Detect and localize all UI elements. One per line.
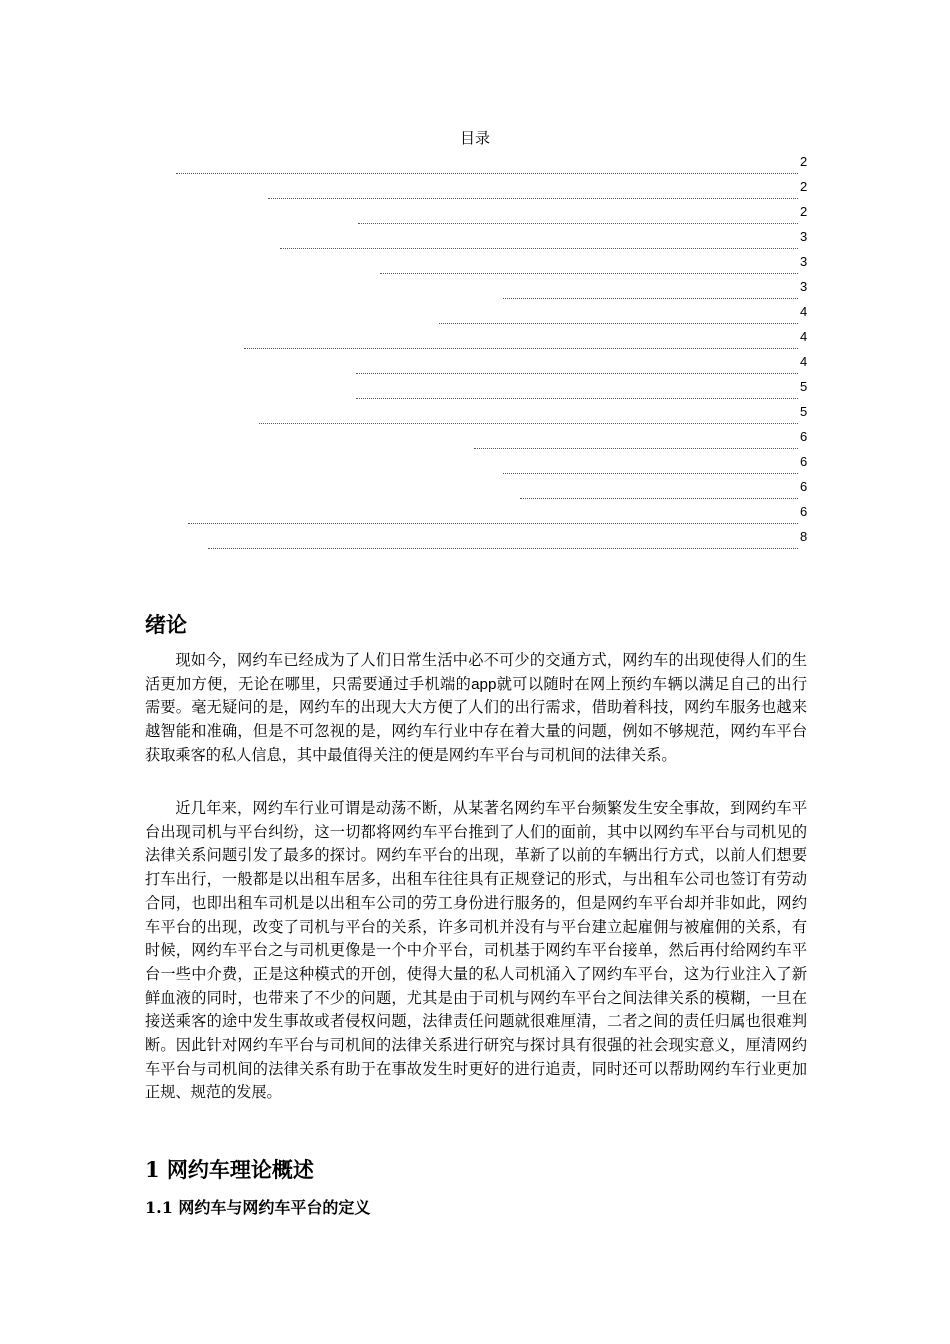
toc-entry-leader[interactable] xyxy=(503,283,798,299)
toc-entry-leader[interactable] xyxy=(244,333,798,349)
toc-entry-page: 5 xyxy=(800,379,808,394)
section-1-1-heading: 1.1 网约车与网约车平台的定义 xyxy=(145,1198,371,1217)
intro-paragraph-1 xyxy=(145,649,807,768)
toc-entry-leader[interactable] xyxy=(356,383,798,399)
toc-entry-page: 8 xyxy=(800,529,808,544)
toc-entry-leader[interactable] xyxy=(356,358,798,374)
toc-entry-leader[interactable] xyxy=(358,208,798,224)
toc-entry-page: 5 xyxy=(800,404,808,419)
chapter-1-heading: 1 网约车理论概述 xyxy=(145,1157,314,1182)
toc-entry-page: 2 xyxy=(800,154,808,169)
toc-entry-leader[interactable] xyxy=(188,508,798,524)
toc-entry-page: 6 xyxy=(800,429,808,444)
toc-entry-leader[interactable] xyxy=(520,483,798,499)
toc-entry-leader[interactable] xyxy=(503,458,798,474)
toc-entry-page: 4 xyxy=(800,329,808,344)
toc-entry-leader[interactable] xyxy=(208,533,798,549)
intro-paragraph-2: 近几年来，网约车行业可谓是动荡不断，从某著名网约车平台频繁发生安全事故，到网约车平台出现司机与平台纠纷，这一切都将网约车平台推到了人们的面前，其中以网约车平台与司机见的法律关系问题引发了最多的探讨。网约车平台的出现，革新了以前的车辆出行方式，以前人们想要打车出行，一般都是以出租车居多，出租车往往具有正规登记的形式，与出租车公司也签订有劳动合同，也即出租车司机是以出租车公司的劳工身份进行服务的，但是网约车平台却并非如此，网约车平台的出现，改变了司机与平台的关系，许多司机并没有与平台建立起雇佣与被雇佣的关系，有时候，网约车平台之与司机更像是一个中介平台，司机基于网约车平台接单，然后再付给网约车平台一些中介费，正是这种模式的开创，使得大量的私人司机涌入了网约车平台，这为行业注入了新鲜血液的同时，也带来了不少的问题，尤其是由于司机与网约车平台之间法律关系的模糊，一旦在接送乘客的途中发生事故或者侵权问题，法律责任问题就很难厘清，二者之间的责任归属也很难判断。因此针对网约车平台与司机间的法律关系进行研究与探讨具有很强的社会现实意义，厘清网约车平台与司机间的法律关系有助于在事故发生时更好的进行追责，同时还可以帮助网约车行业更加正规、规范的发展。 xyxy=(145,799,807,1102)
intro-paragraph-1-text-cont: 就可以随时在网上预约车辆以满足自己的出行需要。毫无疑问的是，网约车的出现大大方便了人们的出行需求，借助着科技，网约车服务也越来越智能和准确，但是不可忽视的是，网约车行业中存在着大量的问题，例如不够规范，网约车平台获取乘客的私人信息，其中最值得关注的便是网约车平台与司机间的法律关系。 xyxy=(145,674,808,764)
toc-entry-page: 4 xyxy=(800,304,808,319)
intro-paragraph-1-text: 现如今，网约车已经成为了人们日常生活中必不可少的交通方式，网约车的出现使得人们的生活更加方便，无论在哪里，只需要通过手机端的 xyxy=(145,651,807,693)
toc-entry-page: 6 xyxy=(800,454,808,469)
toc-entry-leader[interactable] xyxy=(439,308,798,324)
toc-entry-leader[interactable] xyxy=(176,158,798,174)
toc-entry-page: 3 xyxy=(800,279,808,294)
toc-entry-page: 4 xyxy=(800,354,808,369)
toc-entry-page: 6 xyxy=(800,479,808,494)
toc-entry-leader[interactable] xyxy=(280,233,798,249)
toc-entry-page: 2 xyxy=(800,204,808,219)
toc-entry-leader[interactable] xyxy=(268,183,798,199)
toc-entry-page: 6 xyxy=(800,504,808,519)
toc-entry-page: 3 xyxy=(800,229,808,244)
intro-paragraph-1-app: app xyxy=(471,675,497,693)
toc-entry-page: 3 xyxy=(800,254,808,269)
toc-entry-page: 2 xyxy=(800,179,808,194)
toc-entry-leader[interactable] xyxy=(259,408,798,424)
toc-entry-leader[interactable] xyxy=(474,433,798,449)
intro-heading: 绪论 xyxy=(145,612,187,637)
toc-title: 目录 xyxy=(459,129,490,147)
toc-entry-leader[interactable] xyxy=(380,258,798,274)
